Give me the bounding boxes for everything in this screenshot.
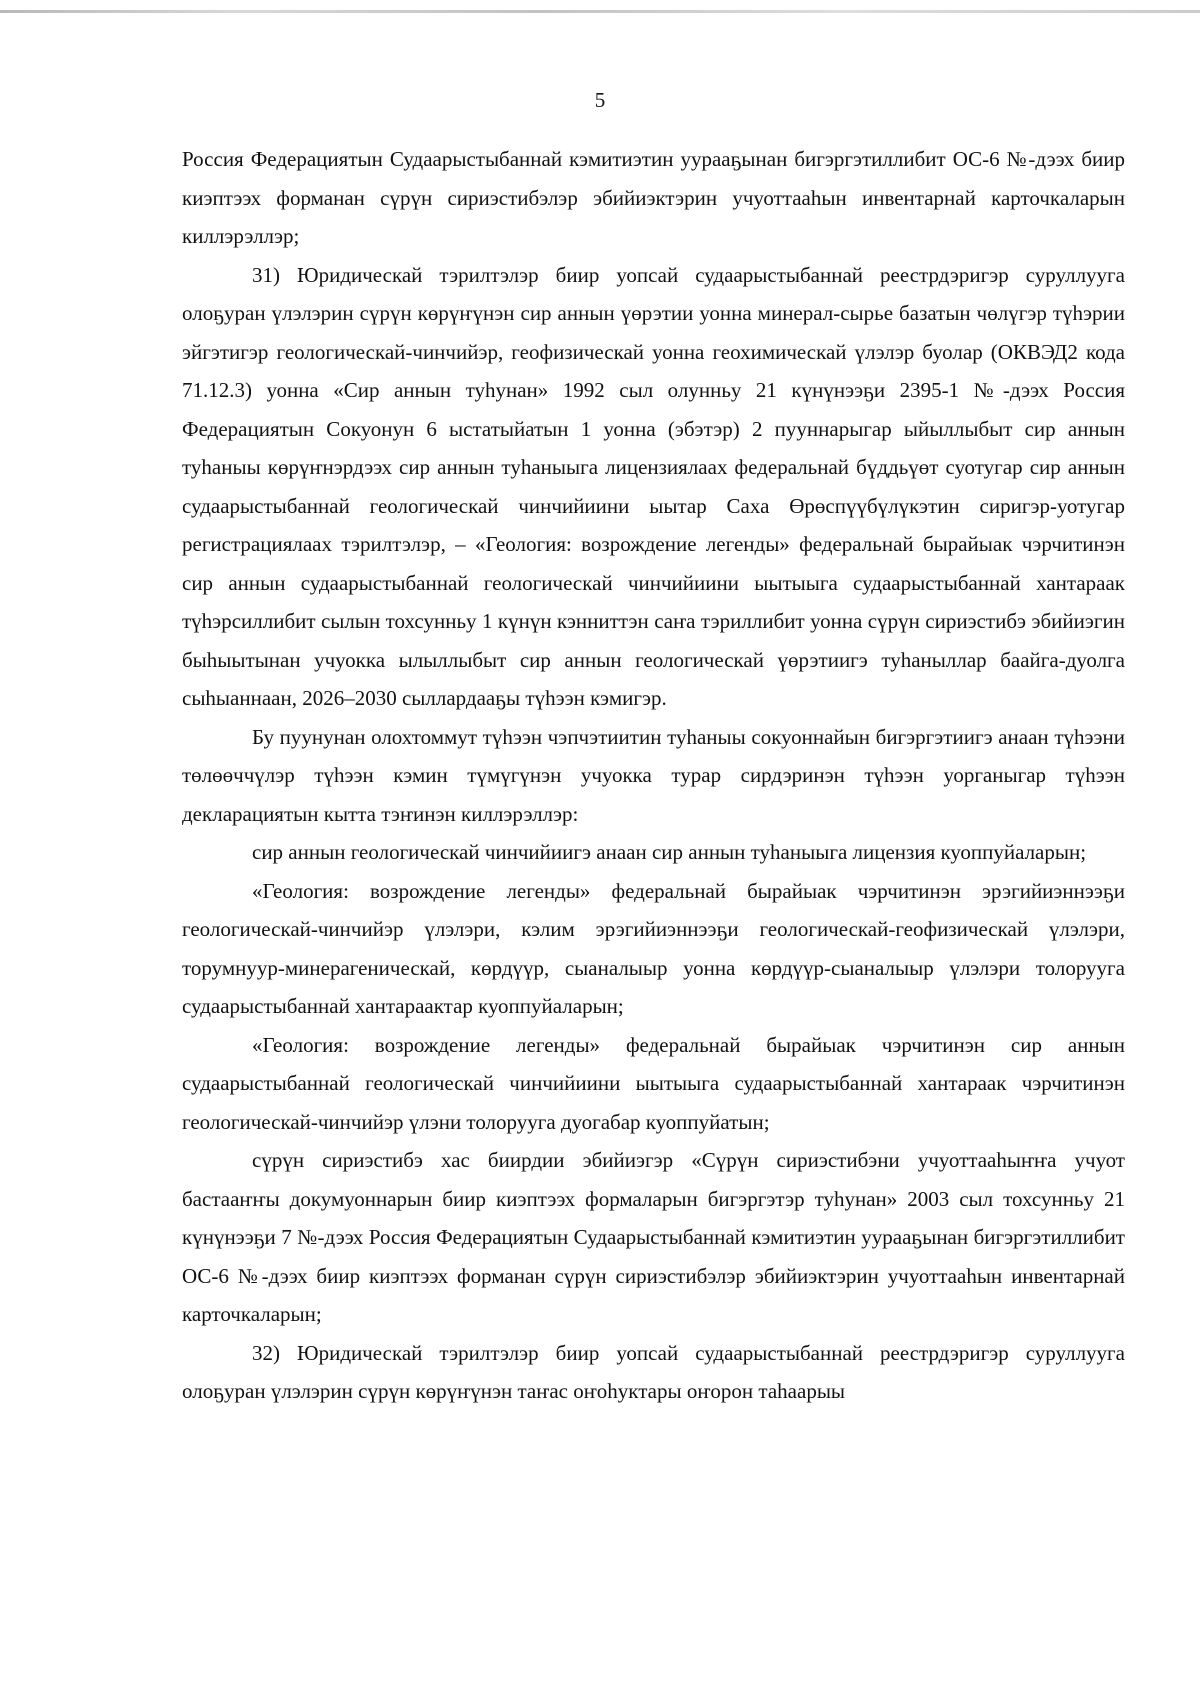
paragraph-item-32: 32) Юридическай тэрилтэлэр биир уопсай судаарыстыбаннай реестрдэригэр суруллууга олоҕуран үлэлэрин сүрүн көрүҥүнэн таҥас оҥоһуктары оҥорон таһаарыы <box>182 1340 1125 1403</box>
paragraph-item-31: 31) Юридическай тэрилтэлэр биир уопсай судаарыстыбаннай реестрдэригэр суруллууга олоҕуран үлэлэрин сүрүн көрүҥүнэн сир аннын үөрэтии уонна минерал-сырье базатын чөлүгэр түһэрии эйгэтигэр геологическай-чинчийэр, геофизическай уонна геохимическай үлэлэр буолар (ОКВЭД2 кода 71.12.3) уонна «Сир аннын туһунан» 1992 сыл олунньу 21 күнүнээҕи 2395-1 №-дээх Россия Федерациятын Сокуонун 6 ыстатыйатын 1 уонна (эбэтэр) 2 пууннарыгар ыйыллыбыт сир аннын туһаныы көрүҥнэрдээх сир аннын туһаныыга лицензиялаах федеральнай бүддьүөт суотугар сир аннын судаарыстыбаннай геологическай чинчийиини ыытар Саха Өрөспүүбүлүкэтин сиригэр-уотугар регистрациялаах тэрилтэлэр, – «Геология: возрождение легенды» федеральнай бырайыак чэрчитинэн сир аннын судаарыстыбаннай геологическай чинчийиини ыытыыга судаарыстыбаннай хантараак түһэрсиллибит сылын тохсунньу 1 күнүн кэнниттэн саҥа тэриллибит уонна сүрүн сириэстибэ эбийиэгин быһыытынан учуокка ылыллыбыт сир аннын геологическай үөрэтиигэ туһаныллар баайга-дуолга сыһыаннаан, 2026–2030 сыллардааҕы түһээн кэмигэр. <box>182 262 1125 710</box>
paragraph-list-agreement: «Геология: возрождение легенды» федеральнай бырайыак чэрчитинэн сир аннын судаарыстыбаннай геологическай чинчийиини ыытыыга судаарыстыбаннай хантараак чэрчитинэн геологическай-чинчийэр үлэни толорууга дуогабар куоппуйатын; <box>182 1032 1125 1134</box>
scan-edge-line <box>0 10 1200 13</box>
document-body <box>182 140 1125 1411</box>
paragraph-continuation: Россия Федерациятын Судаарыстыбаннай кэмитиэтин уурааҕынан бигэргэтиллибит ОС-6 №-дээх биир киэптээх форманан сүрүн сириэстибэлэр эбийиэктэрин учуоттааһын инвентарнай карточкаларын киллэрэллэр; <box>182 147 1125 248</box>
paragraph-list-licenses: сир аннын геологическай чинчийиигэ анаан сир аннын туһаныыга лицензия куоппуйаларын; <box>252 840 1087 864</box>
page-number: 5 <box>594 88 606 112</box>
paragraph-tax-relief: Бу пуунунан олохтоммут түһээн чэпчэтиитин туһаныы сокуоннайын бигэргэтиигэ анаан түһээни төлөөччүлэр түһээн кэмин түмүгүнэн учуокка турар сирдэринэн түһээн уорганыгар түһээн декларациятын кытта тэҥинэн киллэрэллэр: <box>182 724 1125 826</box>
paragraph-list-inventory-cards: сүрүн сириэстибэ хас биирдии эбийиэгэр «Сүрүн сириэстибэни учуоттааһыҥҥа учуот бастааҥҥы докумуоннарын биир киэптээх формаларын бигэргэтэр туһунан» 2003 сыл тохсунньу 21 күнүнээҕи 7 №-дээх Россия Федерациятын Судаарыстыбаннай кэмитиэтин уурааҕынан бигэргэтиллибит ОС-6 №-дээх биир киэптээх форманан сүрүн сириэстибэлэр эбийиэктэрин учуоттааһын инвентарнай карточкаларын; <box>182 1148 1125 1326</box>
paragraph-list-state-contracts: «Геология: возрождение легенды» федеральнай бырайыак чэрчитинэн эрэгийиэннээҕи геологическай-чинчийэр үлэлэри, кэлим эрэгийиэннээҕи геологическай-геофизическай үлэлэри, торумнуур-минерагеническай, көрдүүр, сыаналыыр уонна көрдүүр-сыаналыыр үлэлэри толорууга судаарыстыбаннай хантараактар куоппуйаларын; <box>182 878 1125 1018</box>
